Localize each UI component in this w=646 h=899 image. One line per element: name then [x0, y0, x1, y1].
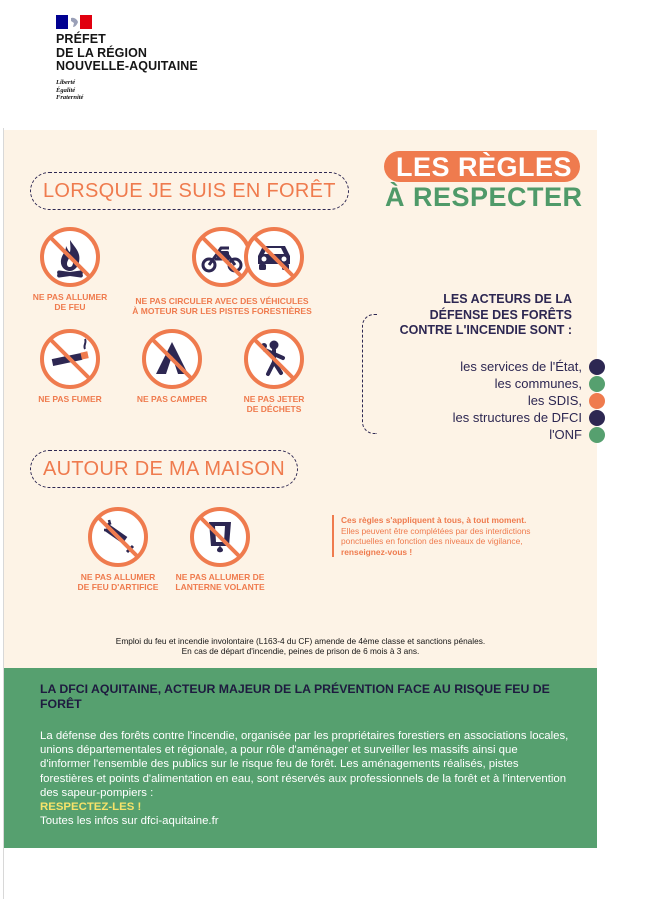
prefet-line-3: NOUVELLE-AQUITAINE	[56, 59, 198, 73]
label-line: NE PAS ALLUMER DE	[175, 572, 265, 582]
prefet-line-1: PRÉFET	[56, 32, 106, 46]
marianne-flag-logo	[56, 15, 92, 29]
actor-text: les services de l'État,	[460, 359, 582, 374]
actor-item	[460, 359, 596, 375]
rules-title	[384, 151, 583, 212]
actor-text: l'ONF	[549, 427, 582, 442]
note-body: Elles peuvent être complétées par des interdictions ponctuelles en fonction des niveaux de vigilance,	[341, 525, 531, 546]
note-strong: Ces règles s'appliquent à tous, à tout moment.	[341, 515, 527, 525]
dfci-body-text: La défense des forêts contre l'incendie, organisée par les propriétaires forestiers en associations locales, unions départementales et régionale, a pour rôle d'aménager et surveiller les massifs ainsi que d'informer l'ensemble des publics sur le risque feu de forêt. Les aménagements réalisés, pistes forestières et points d'alimentation en eau, sont réservés aux professionnels de la forêt et à l'intervention des sapeur-pompiers :	[40, 730, 569, 799]
label-line: DE FEU	[54, 302, 86, 312]
rules-title-line2: À RESPECTER	[385, 182, 583, 212]
actor-dot	[589, 359, 605, 375]
dfci-footer-link[interactable]: Toutes les infos sur dfci-aquitaine.fr	[40, 815, 219, 828]
actors-title-line: DÉFENSE DES FORÊTS	[429, 307, 572, 322]
prefet-line-2: DE LA RÉGION	[56, 45, 148, 60]
rule-no-littering	[224, 328, 324, 414]
dfci-strong: RESPECTEZ-LES !	[40, 801, 142, 814]
actor-item	[453, 410, 596, 426]
dfci-title: LA DFCI AQUITAINE, ACTEUR MAJEUR DE LA PRÉVENTION FACE AU RISQUE FEU DE FORÊT	[40, 682, 550, 711]
no-fireworks-icon	[87, 506, 149, 568]
actor-dot	[589, 427, 605, 443]
rule-no-sky-lantern-label	[170, 572, 270, 592]
flag-red	[80, 15, 92, 29]
no-car-icon	[243, 226, 305, 288]
dfci-body	[40, 729, 570, 828]
rule-no-fire-label	[20, 292, 120, 312]
label-line: LANTERNE VOLANTE	[175, 582, 265, 592]
motto-egalite: Égalité	[56, 86, 76, 94]
rule-no-littering-label	[224, 394, 324, 414]
label-line: NE PAS FUMER	[38, 394, 102, 404]
republic-motto	[56, 79, 83, 102]
label-line: NE PAS JETER	[243, 394, 305, 404]
flag-white	[68, 15, 80, 29]
actor-text: les structures de DFCI	[452, 410, 582, 425]
home-section-title: AUTOUR DE MA MAISON	[30, 450, 298, 488]
actor-item	[495, 376, 596, 392]
actor-dot	[589, 410, 605, 426]
flag-blue	[56, 15, 68, 29]
label-line: NE PAS ALLUMER	[80, 572, 156, 582]
no-smoking-icon	[39, 328, 101, 390]
rule-no-motor-vehicles-label	[122, 296, 322, 316]
rule-no-fireworks-label	[68, 572, 168, 592]
label-line: NE PAS ALLUMER	[32, 292, 108, 302]
motto-fraternite: Fraternité	[56, 94, 84, 101]
motto-liberte: Liberté	[56, 79, 76, 86]
label-line: DE FEU D'ARTIFICE	[77, 582, 159, 592]
header	[0, 0, 646, 128]
actors-title-line: CONTRE L'INCENDIE SONT :	[399, 323, 572, 337]
label-line: DE DÉCHETS	[246, 404, 302, 414]
actor-dot	[589, 376, 605, 392]
rule-no-camping	[122, 328, 222, 404]
rule-no-fire	[20, 226, 120, 312]
label-line: À MOTEUR SUR LES PISTES FORESTIÈRES	[132, 306, 312, 316]
no-sky-lantern-icon	[189, 506, 251, 568]
actor-dot	[589, 393, 605, 409]
label-line: NE PAS CIRCULER AVEC DES VÉHICULES	[135, 296, 309, 306]
rule-no-smoking-label	[20, 394, 120, 404]
rule-no-car	[224, 226, 324, 288]
vigilance-note	[332, 515, 569, 557]
forest-section-title: LORSQUE JE SUIS EN FORÊT	[30, 172, 349, 210]
rules-title-line1: LES RÈGLES	[384, 151, 580, 182]
rule-no-fireworks	[68, 506, 168, 592]
actors-title-line: LES ACTEURS DE LA	[443, 292, 572, 306]
legal-line: En cas de départ d'incendie, peines de prison de 6 mois à 3 ans.	[181, 646, 420, 656]
label-line: NE PAS CAMPER	[136, 394, 208, 404]
actor-item	[528, 393, 596, 409]
legal-notice	[4, 636, 597, 656]
actors-title	[400, 292, 572, 339]
actor-item	[549, 427, 596, 443]
prefet-title	[56, 33, 198, 74]
actor-text: les communes,	[494, 376, 582, 391]
no-camping-icon	[141, 328, 203, 390]
actors-bracket	[362, 314, 377, 434]
dfci-panel	[4, 668, 597, 848]
legal-line: Emploi du feu et incendie involontaire (L163-4 du CF) amende de 4ème classe et sanctions pénales.	[115, 636, 486, 646]
no-fire-icon	[39, 226, 101, 288]
note-cta: renseignez-vous !	[341, 546, 413, 557]
no-littering-icon	[243, 328, 305, 390]
actor-text: les SDIS,	[527, 393, 582, 408]
rule-no-sky-lantern	[170, 506, 270, 592]
rule-no-camping-label	[122, 394, 222, 404]
rule-no-smoking	[20, 328, 120, 404]
